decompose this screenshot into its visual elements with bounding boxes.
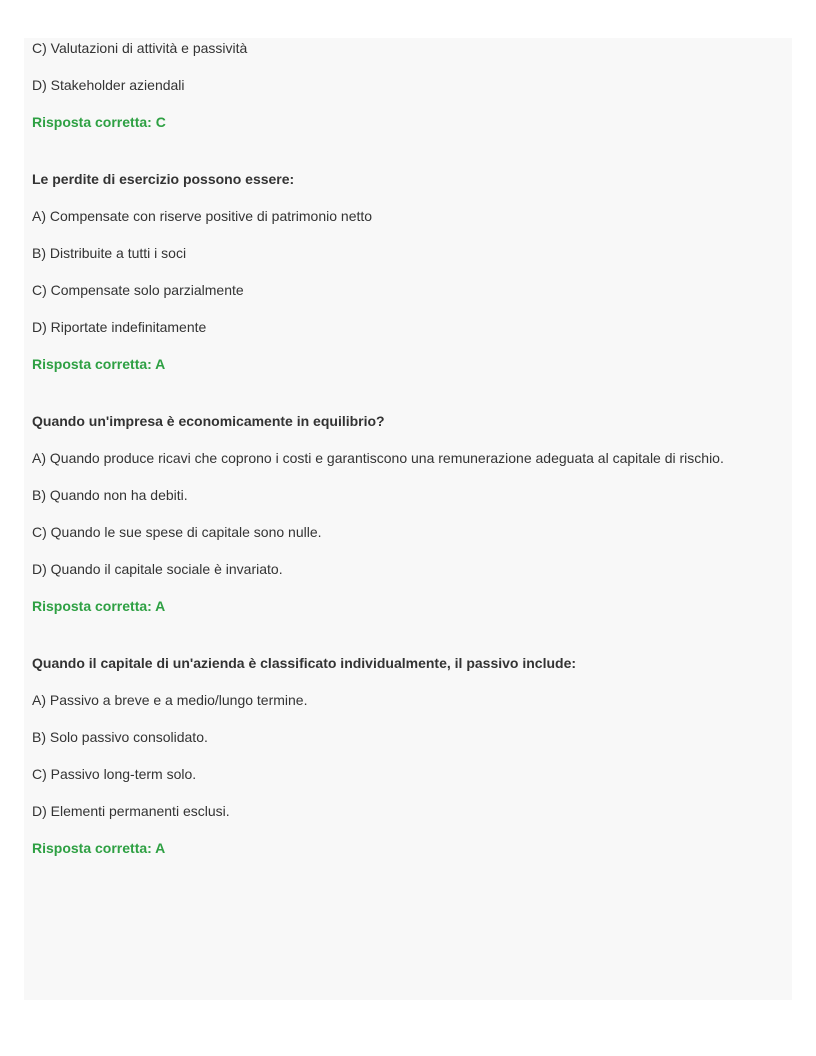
question-block (32, 411, 782, 617)
question-block (32, 38, 782, 133)
correct-answer: Risposta corretta: C (32, 114, 166, 130)
question-text: Quando il capitale di un'azienda è classificato individualmente, il passivo include: (32, 655, 577, 671)
correct-answer: Risposta corretta: A (32, 598, 166, 614)
option-a: A) Compensate con riserve positive di patrimonio netto (32, 208, 373, 224)
question-block (32, 169, 782, 375)
question-text: Le perdite di esercizio possono essere: (32, 171, 295, 187)
quiz-content (32, 38, 782, 895)
option-c: C) Valutazioni di attività e passività (32, 40, 248, 56)
question-text: Quando un'impresa è economicamente in equilibrio? (32, 413, 385, 429)
option-d: D) Quando il capitale sociale è invariato. (32, 561, 283, 577)
option-c: C) Quando le sue spese di capitale sono nulle. (32, 524, 322, 540)
option-a: A) Quando produce ricavi che coprono i costi e garantiscono una remunerazione adeguata al capitale di rischio. (32, 450, 724, 466)
option-b: B) Solo passivo consolidato. (32, 729, 208, 745)
option-d: D) Riportate indefinitamente (32, 319, 207, 335)
option-d: D) Elementi permanenti esclusi. (32, 803, 230, 819)
option-c: C) Compensate solo parzialmente (32, 282, 244, 298)
correct-answer: Risposta corretta: A (32, 356, 166, 372)
option-b: B) Quando non ha debiti. (32, 487, 188, 503)
option-b: B) Distribuite a tutti i soci (32, 245, 187, 261)
option-d: D) Stakeholder aziendali (32, 77, 185, 93)
correct-answer: Risposta corretta: A (32, 840, 166, 856)
option-c: C) Passivo long-term solo. (32, 766, 197, 782)
question-block (32, 653, 782, 859)
option-a: A) Passivo a breve e a medio/lungo termine. (32, 692, 308, 708)
